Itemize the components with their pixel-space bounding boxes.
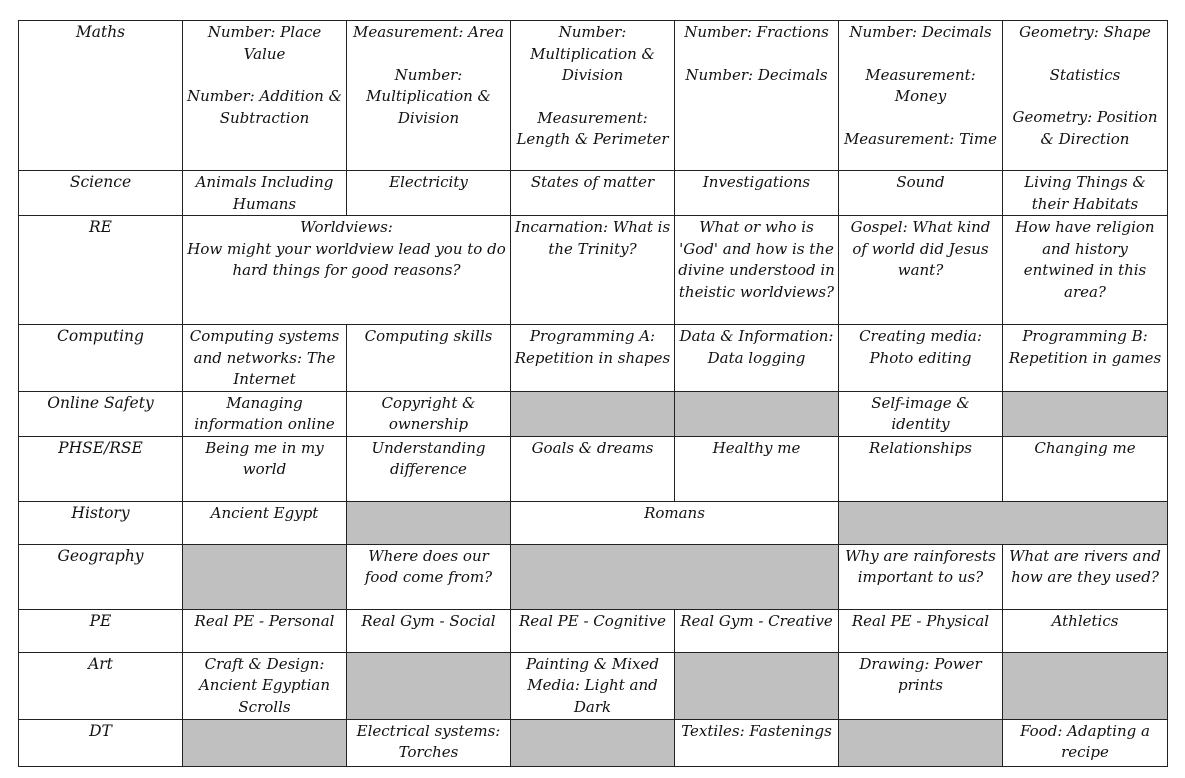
topic-line: Number: Addition & Subtraction bbox=[187, 87, 342, 127]
topic-cell: Food: Adapting a recipe bbox=[1003, 719, 1168, 766]
subject-cell: Geography bbox=[19, 544, 183, 609]
topic-line: Statistics bbox=[1049, 65, 1121, 84]
empty-cell bbox=[511, 544, 839, 609]
topic-line: Measurement: Length & Perimeter bbox=[516, 108, 669, 148]
empty-cell bbox=[183, 544, 347, 609]
topic-cell: Electricity bbox=[347, 171, 511, 216]
empty-cell bbox=[675, 391, 839, 436]
empty-cell bbox=[347, 652, 511, 719]
empty-cell bbox=[1003, 391, 1168, 436]
subject-cell: PHSE/RSE bbox=[19, 436, 183, 501]
topic-cell bbox=[675, 21, 839, 171]
subject-cell: DT bbox=[19, 719, 183, 766]
topic-cell: Copyright & ownership bbox=[347, 391, 511, 436]
topic-cell: Why are rainforests important to us? bbox=[839, 544, 1003, 609]
topic-cell: Romans bbox=[511, 501, 839, 544]
topic-cell: Investigations bbox=[675, 171, 839, 216]
topic-cell: How have religion and history entwined in this area? bbox=[1003, 216, 1168, 325]
subject-cell: RE bbox=[19, 216, 183, 325]
topic-line: Number: Multiplication & Division bbox=[366, 65, 491, 127]
row-phse bbox=[19, 436, 1168, 501]
topic-cell: Real Gym - Social bbox=[347, 609, 511, 652]
curriculum-table bbox=[18, 20, 1168, 767]
topic-line: Number: Multiplication & Division bbox=[530, 23, 655, 84]
empty-cell bbox=[839, 719, 1003, 766]
topic-cell: Programming A: Repetition in shapes bbox=[511, 325, 675, 392]
row-pe bbox=[19, 609, 1168, 652]
topic-cell: Textiles: Fastenings bbox=[675, 719, 839, 766]
topic-cell: Creating media: Photo editing bbox=[839, 325, 1003, 392]
row-online-safety bbox=[19, 391, 1168, 436]
empty-cell bbox=[839, 501, 1168, 544]
empty-cell bbox=[347, 501, 511, 544]
topic-cell: Painting & Mixed Media: Light and Dark bbox=[511, 652, 675, 719]
subject-cell: PE bbox=[19, 609, 183, 652]
empty-cell bbox=[183, 719, 347, 766]
topic-cell: Drawing: Power prints bbox=[839, 652, 1003, 719]
topic-cell: Real PE - Cognitive bbox=[511, 609, 675, 652]
topic-cell: Real PE - Physical bbox=[839, 609, 1003, 652]
topic-cell: Incarnation: What is the Trinity? bbox=[511, 216, 675, 325]
topic-cell: Living Things & their Habitats bbox=[1003, 171, 1168, 216]
topic-cell: Managing information online bbox=[183, 391, 347, 436]
topic-line: Number: Place Value bbox=[207, 23, 322, 63]
topic-cell bbox=[347, 21, 511, 171]
topic-cell: Ancient Egypt bbox=[183, 501, 347, 544]
topic-cell: Programming B: Repetition in games bbox=[1003, 325, 1168, 392]
topic-cell: Goals & dreams bbox=[511, 436, 675, 501]
topic-line: How might your worldview lead you to do hard things for good reasons? bbox=[187, 239, 506, 279]
topic-cell: Healthy me bbox=[675, 436, 839, 501]
topic-line: Measurement: Time bbox=[843, 129, 998, 148]
topic-line: Worldviews: bbox=[300, 218, 393, 236]
empty-cell bbox=[511, 391, 675, 436]
topic-line: Geometry: Shape bbox=[1019, 23, 1151, 41]
topic-cell: Data & Information: Data logging bbox=[675, 325, 839, 392]
row-history bbox=[19, 501, 1168, 544]
topic-cell: Changing me bbox=[1003, 436, 1168, 501]
topic-cell bbox=[183, 216, 511, 325]
topic-cell: Athletics bbox=[1003, 609, 1168, 652]
topic-cell: Computing skills bbox=[347, 325, 511, 392]
subject-cell: Science bbox=[19, 171, 183, 216]
row-re bbox=[19, 216, 1168, 325]
topic-cell: Real Gym - Creative bbox=[675, 609, 839, 652]
row-art bbox=[19, 652, 1168, 719]
subject-cell: Online Safety bbox=[19, 391, 183, 436]
topic-cell: Being me in my world bbox=[183, 436, 347, 501]
topic-cell: Real PE - Personal bbox=[183, 609, 347, 652]
topic-cell bbox=[1003, 21, 1168, 171]
topic-cell: Animals Including Humans bbox=[183, 171, 347, 216]
topic-line: Measurement: Money bbox=[865, 65, 976, 105]
topic-cell: States of matter bbox=[511, 171, 675, 216]
topic-line: Number: Fractions bbox=[684, 23, 829, 41]
topic-line: Measurement: Area bbox=[352, 23, 505, 41]
empty-cell bbox=[675, 652, 839, 719]
topic-cell: Relationships bbox=[839, 436, 1003, 501]
row-science bbox=[19, 171, 1168, 216]
topic-cell bbox=[511, 21, 675, 171]
topic-cell bbox=[183, 21, 347, 171]
row-maths bbox=[19, 21, 1168, 171]
subject-cell: History bbox=[19, 501, 183, 544]
empty-cell bbox=[1003, 652, 1168, 719]
topic-cell: What are rivers and how are they used? bbox=[1003, 544, 1168, 609]
topic-line: Number: Decimals bbox=[685, 65, 828, 84]
subject-cell: Art bbox=[19, 652, 183, 719]
subject-cell: Computing bbox=[19, 325, 183, 392]
topic-cell bbox=[839, 21, 1003, 171]
topic-cell: Understanding difference bbox=[347, 436, 511, 501]
topic-cell: Craft & Design: Ancient Egyptian Scrolls bbox=[183, 652, 347, 719]
topic-cell: Electrical systems: Torches bbox=[347, 719, 511, 766]
topic-cell: What or who is 'God' and how is the divine understood in theistic worldviews? bbox=[675, 216, 839, 325]
topic-cell: Computing systems and networks: The Internet bbox=[183, 325, 347, 392]
row-geography bbox=[19, 544, 1168, 609]
row-dt bbox=[19, 719, 1168, 766]
topic-cell: Sound bbox=[839, 171, 1003, 216]
topic-cell: Self-image & identity bbox=[839, 391, 1003, 436]
topic-line: Number: Decimals bbox=[849, 23, 992, 41]
topic-cell: Gospel: What kind of world did Jesus want? bbox=[839, 216, 1003, 325]
row-computing bbox=[19, 325, 1168, 392]
topic-line: Geometry: Position & Direction bbox=[1012, 108, 1158, 148]
subject-cell: Maths bbox=[19, 21, 183, 171]
empty-cell bbox=[511, 719, 675, 766]
topic-cell: Where does our food come from? bbox=[347, 544, 511, 609]
